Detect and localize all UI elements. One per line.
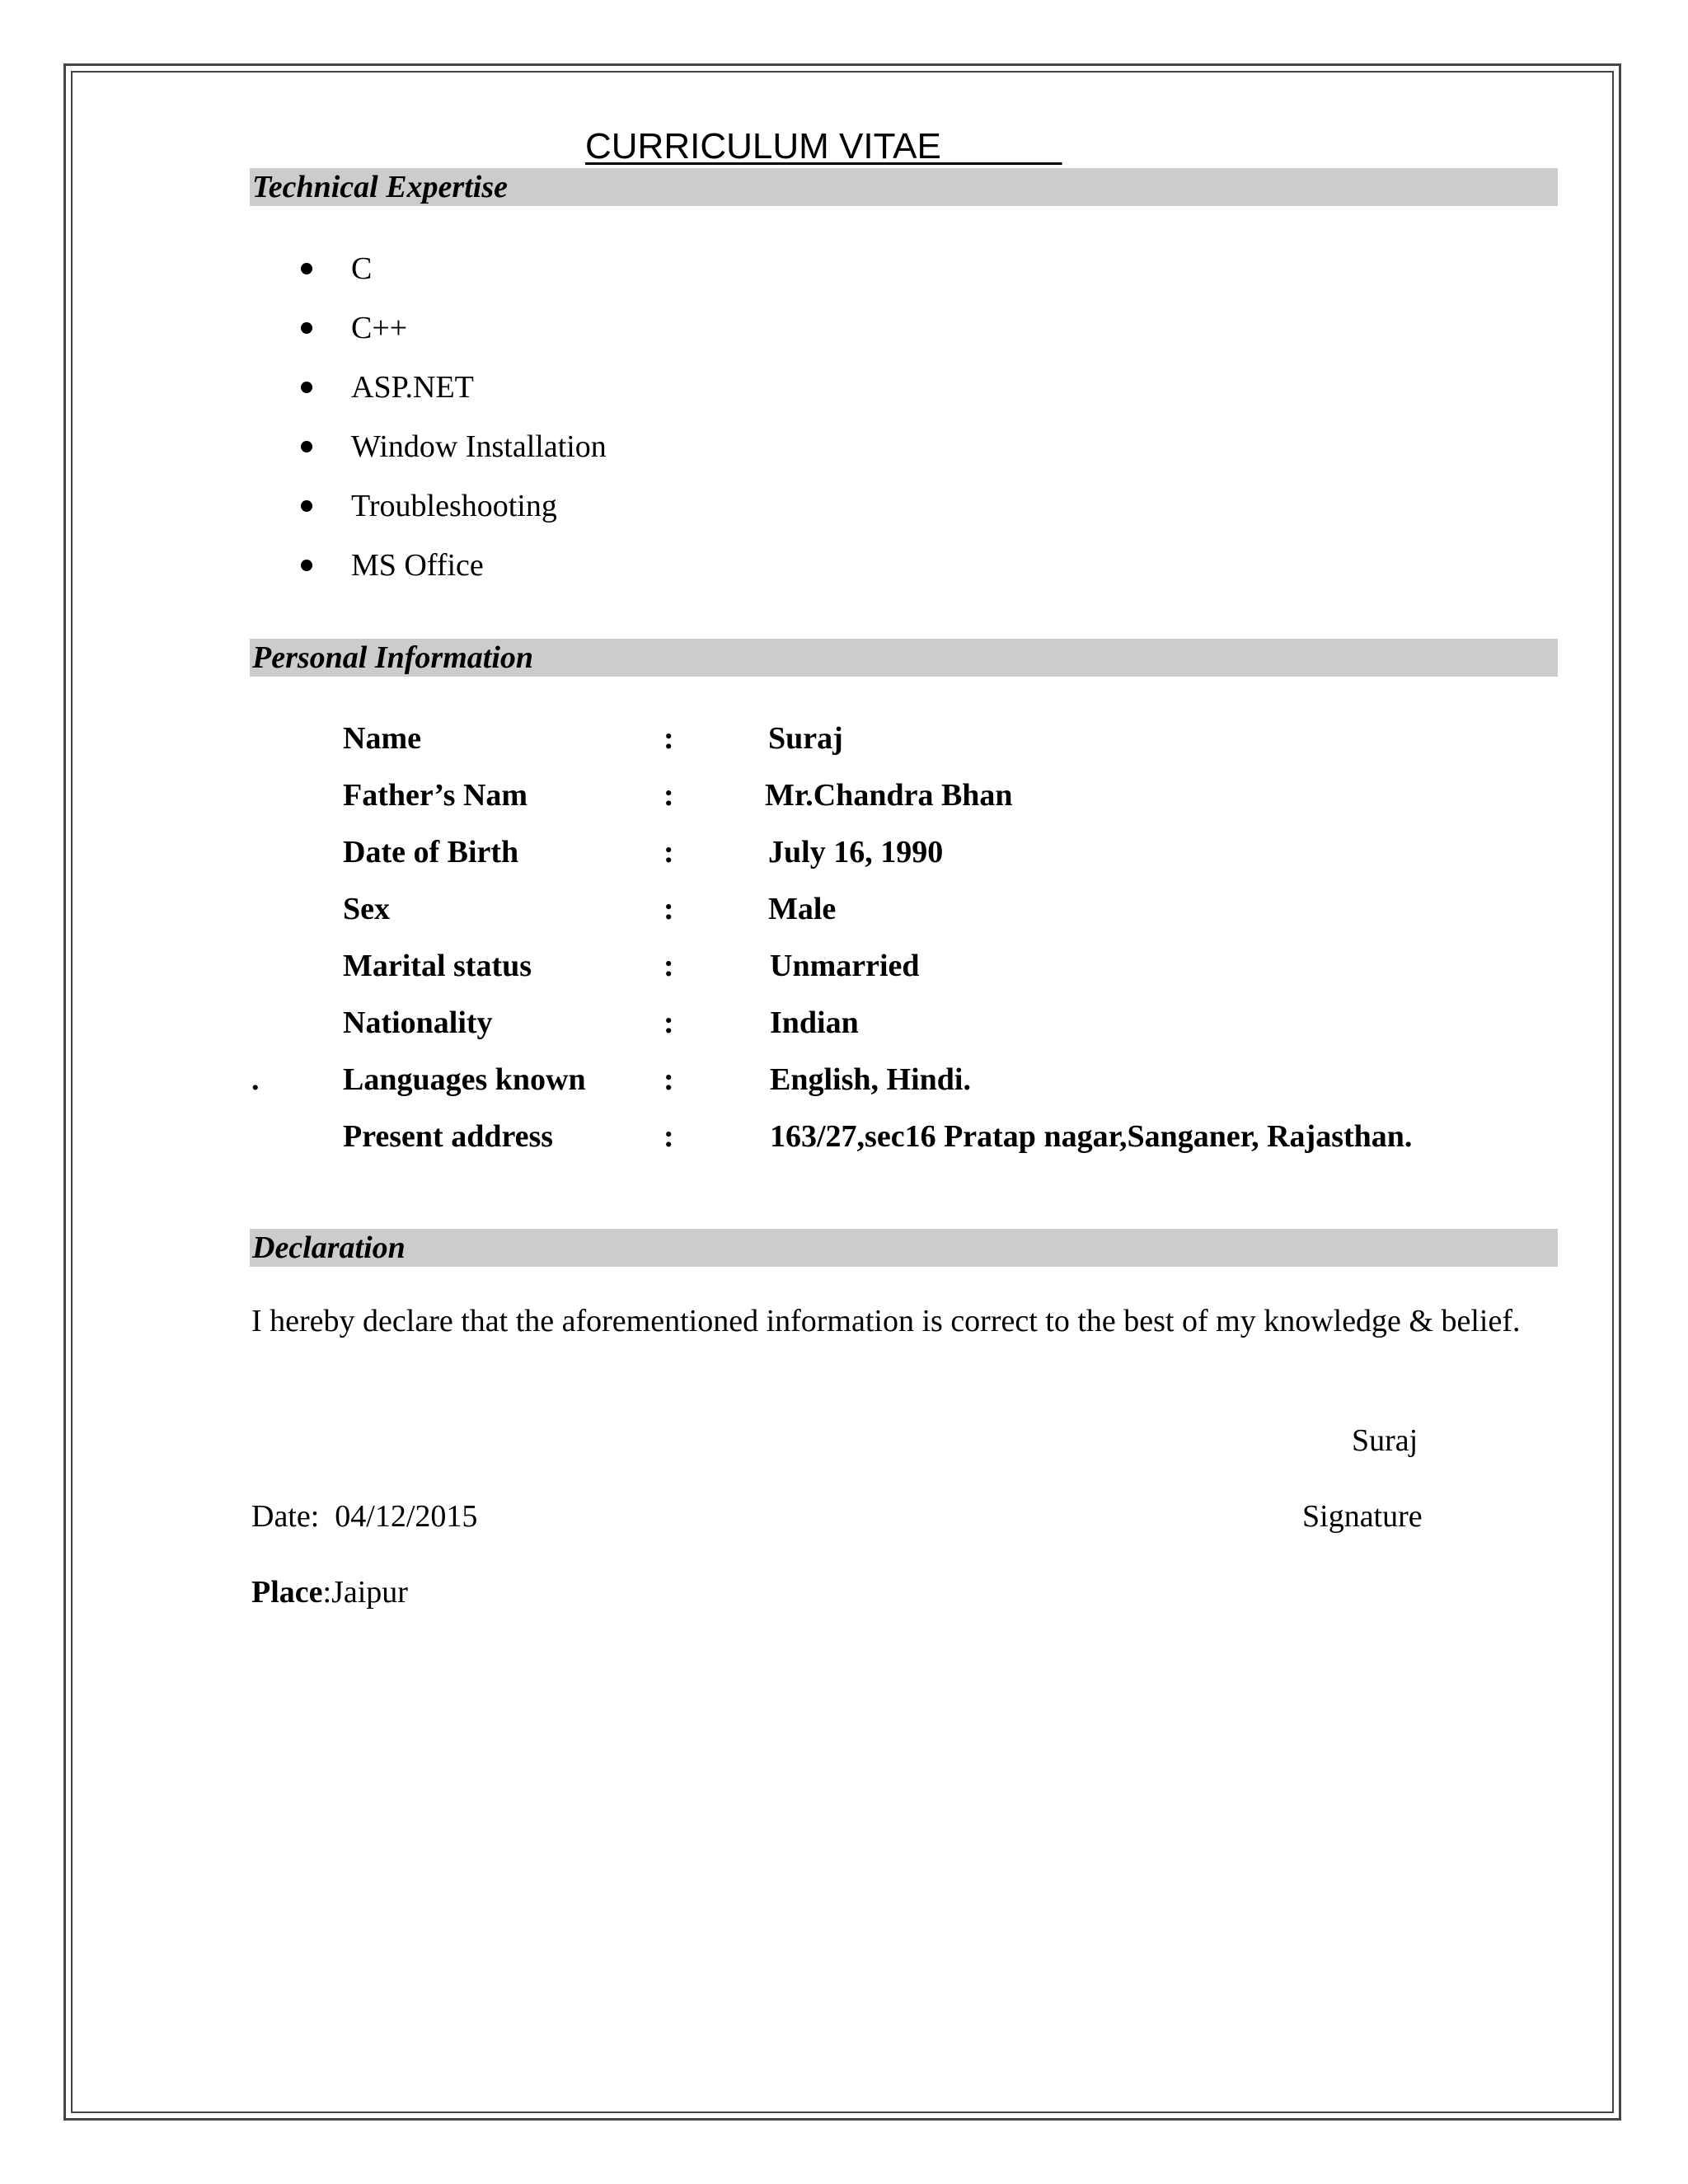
bullet-icon xyxy=(301,263,312,274)
info-colon: : xyxy=(663,1119,674,1154)
info-row-name xyxy=(0,717,1688,760)
declaration-text: I hereby declare that the aforementioned information is correct to the best of my knowledge & belief. xyxy=(251,1304,1521,1338)
skill-text: C++ xyxy=(351,311,408,345)
skill-text: ASP.NET xyxy=(351,370,474,405)
bullet-icon xyxy=(301,322,312,334)
info-label: Sex xyxy=(343,892,390,926)
info-label: Name xyxy=(343,721,421,756)
info-value: Male xyxy=(768,892,837,926)
info-value: English, Hindi. xyxy=(770,1062,971,1097)
bullet-icon xyxy=(301,560,312,571)
info-row-marital xyxy=(0,944,1688,987)
info-row-address xyxy=(0,1115,1688,1158)
date-line xyxy=(251,1495,477,1538)
info-value: Mr.Chandra Bhan xyxy=(765,778,1013,813)
leading-dot: . xyxy=(251,1062,260,1097)
section-header-personal xyxy=(250,639,1558,677)
info-label: Languages known xyxy=(343,1062,586,1097)
date-label: Date: xyxy=(251,1499,320,1534)
info-value: 163/27,sec16 Pratap nagar,Sanganer, Rajasthan. xyxy=(770,1119,1413,1154)
skill-text: Window Installation xyxy=(351,429,607,464)
section-header-technical xyxy=(250,168,1558,206)
info-row-father xyxy=(0,774,1688,817)
info-row-languages xyxy=(0,1058,1688,1101)
info-label: Marital status xyxy=(343,949,532,983)
signature-name: Suraj xyxy=(1352,1423,1418,1458)
info-label: Nationality xyxy=(343,1005,493,1040)
document-title: CURRICULUM VITAE xyxy=(585,126,1062,166)
section-title-personal: Personal Information xyxy=(252,640,534,675)
place-line xyxy=(251,1571,408,1614)
info-value: July 16, 1990 xyxy=(768,835,944,869)
info-row-sex xyxy=(0,888,1688,930)
signature-label: Signature xyxy=(1302,1499,1423,1534)
bullet-icon xyxy=(301,382,312,393)
section-title-declaration: Declaration xyxy=(252,1230,406,1265)
info-colon: : xyxy=(663,1005,674,1040)
info-label: Father’s Nam xyxy=(343,778,528,813)
place-value: :Jaipur xyxy=(322,1575,408,1610)
skill-text: C xyxy=(351,251,373,286)
info-row-nationality xyxy=(0,1001,1688,1044)
info-colon: : xyxy=(663,778,674,813)
bullet-icon xyxy=(301,500,312,512)
info-colon: : xyxy=(663,892,674,926)
info-colon: : xyxy=(663,949,674,983)
info-label: Date of Birth xyxy=(343,835,519,869)
section-header-declaration xyxy=(250,1229,1558,1267)
date-value: 04/12/2015 xyxy=(335,1499,478,1534)
bullet-icon xyxy=(301,441,312,452)
info-row-dob xyxy=(0,831,1688,874)
info-colon: : xyxy=(663,721,674,756)
info-colon: : xyxy=(663,1062,674,1097)
info-value: Unmarried xyxy=(770,949,920,983)
section-title-technical: Technical Expertise xyxy=(252,170,508,204)
place-label: Place xyxy=(251,1575,323,1610)
info-label: Present address xyxy=(343,1119,554,1154)
info-value: Indian xyxy=(770,1005,859,1040)
skill-text: Troubleshooting xyxy=(351,489,557,523)
info-value: Suraj xyxy=(768,721,843,756)
info-colon: : xyxy=(663,835,674,869)
skill-text: MS Office xyxy=(351,548,484,583)
